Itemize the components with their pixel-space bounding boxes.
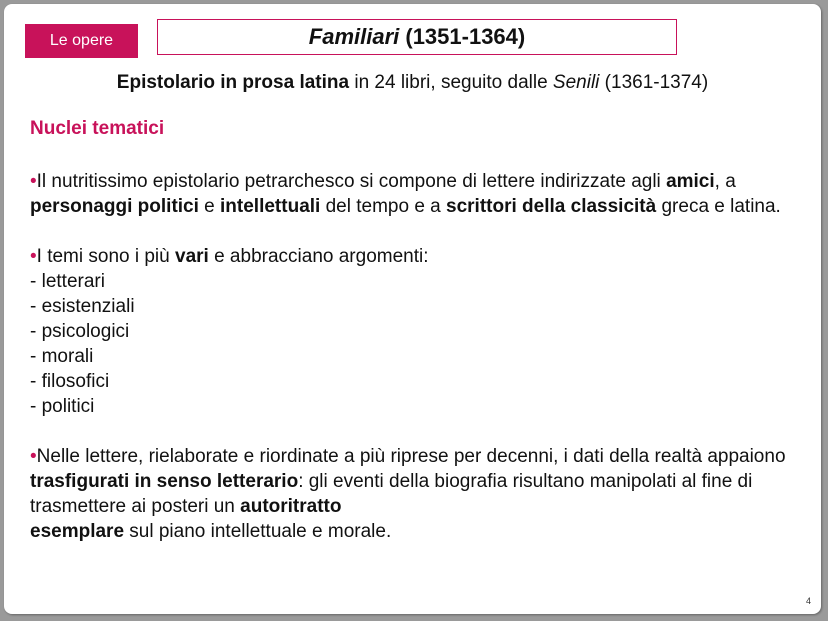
bold-run: esemplare [30, 521, 125, 542]
slide [4, 4, 821, 614]
text-run: greca e latina. [656, 196, 781, 217]
text-run: Nelle lettere, rielaborate e riordinate a più riprese per decenni, i dati della realtà appaiono [36, 446, 786, 467]
subtitle-bold: Epistolario in prosa latina [116, 72, 350, 93]
subtitle-italic: Senili [552, 72, 600, 93]
bullet-icon: • [30, 246, 37, 267]
subtitle-end: (1361-1374) [599, 72, 709, 93]
text-run: e abbracciano argomenti: [208, 246, 429, 267]
text-run: , a [714, 171, 736, 192]
list-item: - psicologici [30, 321, 130, 342]
bold-run: intellettuali [220, 196, 321, 217]
text-run: e [198, 196, 221, 217]
bold-run: autoritratto [240, 496, 342, 517]
paragraph-themes [30, 244, 800, 269]
list-item: - esistenziali [30, 296, 135, 317]
list-item: - morali [30, 346, 94, 367]
title-box [157, 19, 677, 55]
text-run: del tempo e a [320, 196, 447, 217]
list-item: - filosofici [30, 371, 110, 392]
text-run: I temi sono i più [36, 246, 175, 267]
subtitle-mid: in 24 libri, seguito dalle [349, 72, 553, 93]
page-number: 4 [805, 596, 811, 606]
bold-run: trasfigurati in senso letterario [30, 471, 299, 492]
title-work: Familiari [308, 24, 400, 49]
bullet-icon: • [30, 446, 37, 467]
bold-run: personaggi politici [30, 196, 199, 217]
bold-run: amici [666, 171, 715, 192]
bold-run: vari [175, 246, 209, 267]
body-text [30, 169, 800, 544]
bold-run: scrittori della classicità [446, 196, 657, 217]
list-item: - politici [30, 396, 95, 417]
paragraph-transfiguration [30, 444, 800, 544]
section-heading: Nuclei tematici [30, 118, 165, 139]
bullet-icon: • [30, 171, 37, 192]
list-item: - letterari [30, 271, 105, 292]
section-tag [25, 24, 138, 58]
text-run: sul piano intellettuale e morale. [124, 521, 392, 542]
section-tag-label: Le opere [49, 32, 114, 49]
text-run: Il nutritissimo epistolario petrarchesco si compone di lettere indirizzate agli [36, 171, 667, 192]
title-dates: (1351-1364) [399, 24, 526, 49]
subtitle [4, 72, 821, 94]
paragraph-recipients [30, 169, 800, 219]
text-run: : gli eventi della biografia risultano manipolati al fine di trasmettere ai posteri un [30, 471, 753, 517]
